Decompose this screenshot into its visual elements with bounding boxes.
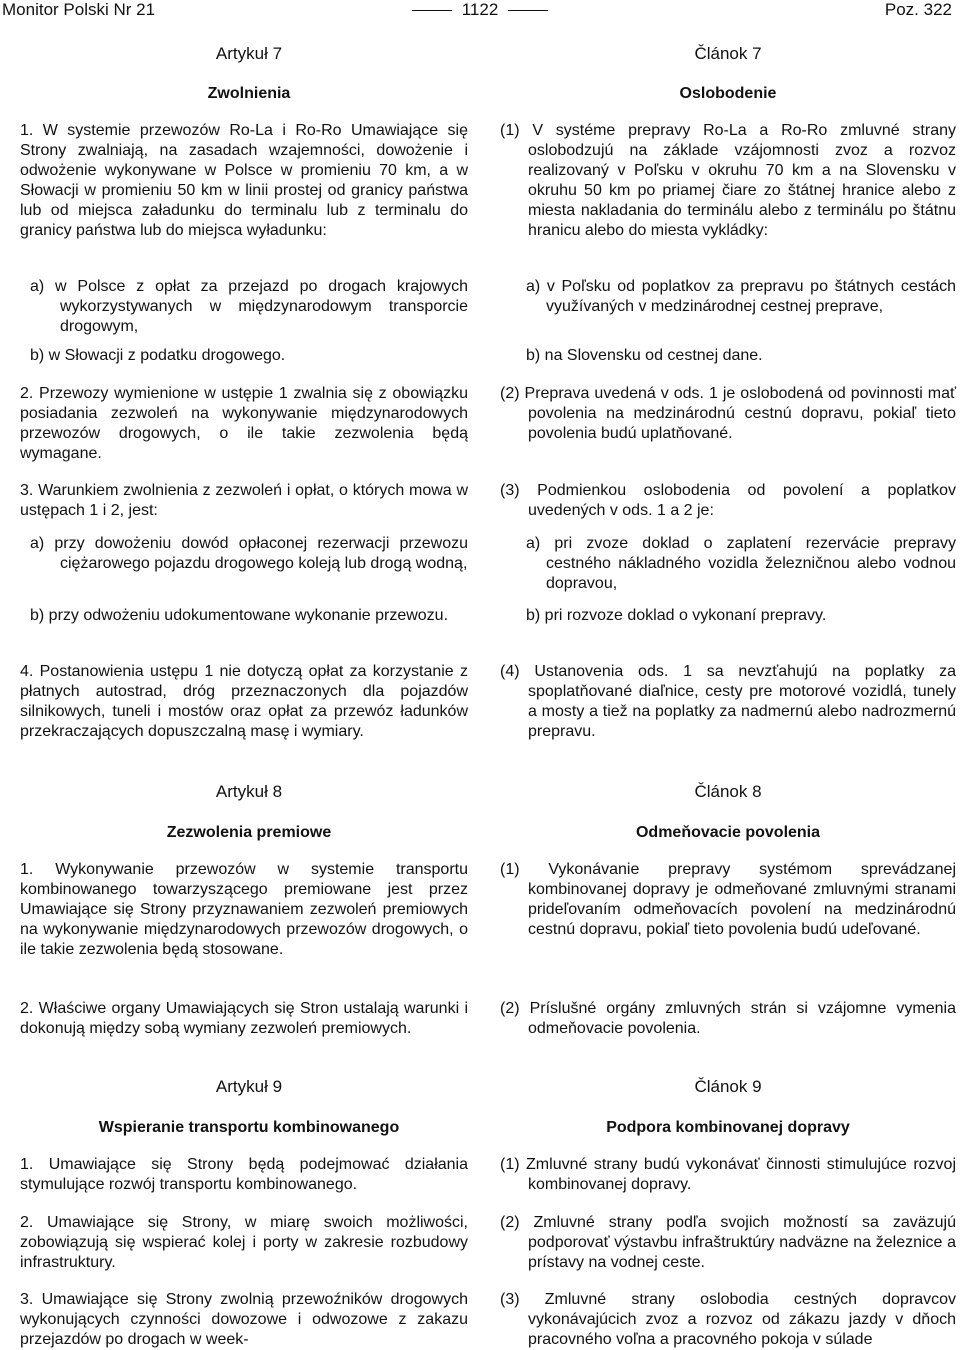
article-8-heading-pl: Zezwolenia premiowe <box>166 824 332 841</box>
article-8-title-pl: Artykuł 8 <box>215 782 283 801</box>
art8-par1-sk: (1) Vykonávanie prepravy systémom sprevádzanej kombinovanej dopravy je odmeňované zmluvnými stranami prideľovaním odmeňovacích povolení na medzinárodnú cestnú dopravu, pokiaľ tieto povolenia budú udeľované. <box>500 861 956 938</box>
art7-par3-pl: 3. Warunkiem zwolnienia z zezwoleń i opłat, o których mowa w ustępach 1 i 2, jest: <box>20 482 468 519</box>
art7-par1b-sk: b) na Slovensku od cestnej dane. <box>526 347 763 364</box>
article-9-heading-pl: Wspieranie transportu kombinowanego <box>98 1119 400 1136</box>
art7-par4-sk: (4) Ustanovenia ods. 1 sa nevzťahujú na poplatky za spoplatňované diaľnice, cesty pre motorové vozidlá, tunely a mosty a tiež na poplatky za nadmernú alebo nadrozmernú prepravu. <box>500 663 956 740</box>
article-9-heading-sk: Podpora kombinovanej dopravy <box>606 1119 850 1136</box>
art9-par2-sk: (2) Zmluvné strany podľa svojich možností sa zaväzujú podporovať výstavbu infraštruktúry nadväzne na železnice a prístavy na vodnej ceste. <box>500 1214 956 1271</box>
art7-par3-sk: (3) Podmienkou oslobodenia od povolení a poplatkov uvedených v ods. 1 a 2 je: <box>500 482 956 519</box>
art7-par2-sk: (2) Preprava uvedená v ods. 1 je oslobodená od povinnosti mať povolenia na medzinárodnú cestnú dopravu, pokiaľ tieto povolenia budú uplatňované. <box>500 385 956 442</box>
art7-par3b-sk: b) pri rozvoze doklad o vykonaní prepravy. <box>526 607 827 624</box>
art9-par2-pl: 2. Umawiające się Strony, w miarę swoich możliwości, zobowiązują się wspierać kolej i porty w zakresie rozbudowy infrastruktury. <box>20 1214 468 1271</box>
art7-par3a-pl: a) przy dowożeniu dowód opłaconej rezerwacji przewozu ciężarowego pojazdu drogowego koleją lub drogą wodną, <box>30 535 468 572</box>
art8-par1-pl: 1. Wykonywanie przewozów w systemie transportu kombinowanego towarzyszącego premiowane jest przez Umawiające się Strony przyznawaniem zezwoleń premiowych na wykonywanie międzynarodowych przewozów drogowych, o ile takie zezwolenia będą stosowane. <box>20 861 468 958</box>
page-number <box>0 0 960 20</box>
publication-title: Monitor Polski Nr 21 <box>2 0 156 19</box>
art7-par1a-sk: a) v Poľsku od poplatkov za prepravu po štátnych cestách využívaných v medzinárodnej cestnej preprave, <box>526 278 956 315</box>
article-7-title-pl: Artykuł 7 <box>215 44 283 63</box>
article-7-title-sk: Článok 7 <box>694 44 762 63</box>
art9-par3-sk: (3) Zmluvné strany oslobodia cestných dopravcov vykonávajúcich zvoz a rozvoz od zákazu jazdy v dňoch pracovného voľna a pracovného pokoja v súlade <box>500 1291 956 1348</box>
article-7-heading-pl: Zwolnienia <box>207 85 291 102</box>
art7-par4-pl: 4. Postanowienia ustępu 1 nie dotyczą opłat za korzystanie z płatnych autostrad, dróg przeznaczonych dla pojazdów silnikowych, tuneli i mostów oraz opłat za przewóz ładunków przekraczających dopuszczalną masę i wymiary. <box>20 663 468 740</box>
art7-par2-pl: 2. Przewozy wymienione w ustępie 1 zwalnia się z obowiązku posiadania zezwoleń na wykonywanie międzynarodowych przewozów drogowych, o ile takie zezwolenia będą wymagane. <box>20 385 468 462</box>
page-header <box>0 0 960 20</box>
art7-par1-pl: 1. W systemie przewozów Ro-La i Ro-Ro Umawiające się Strony zwalniają, na zasadach wzajemności, dowożenie i odwożenie wykonywane w Polsce w promieniu 70 km, a w Słowacji w promieniu 50 km w linii prostej od granicy państwa lub od miejsca załadunku do terminalu lub z terminalu do granicy państwa lub do miejsca wyładunku: <box>20 122 468 239</box>
art7-par3b-pl: b) przy odwożeniu udokumentowane wykonanie przewozu. <box>30 607 449 624</box>
position-number: Poz. 322 <box>884 0 952 19</box>
page-number-text: 1122 <box>461 0 499 19</box>
art8-par2-sk: (2) Príslušné orgány zmluvných strán si vzájomne vymenia odmeňovacie povolenia. <box>500 1000 956 1037</box>
article-8-title-sk: Článok 8 <box>694 782 762 801</box>
art7-par1-sk: (1) V systéme prepravy Ro-La a Ro-Ro zmluvné strany oslobodzujú na základe vzájomnosti zvoz a rozvoz realizovaný v Poľsku v okruhu 70 km a na Slovensku v okruhu 50 km po priamej čiare zo štátnej hranice alebo z miesta nakladania do terminálu alebo z terminálu po štátnu hranicu alebo do miesta vykládky: <box>500 122 956 239</box>
art7-par3a-sk: a) pri zvoze doklad o zaplatení rezervácie prepravy cestného nákladného vozidla železničnou alebo vodnou dopravou, <box>526 535 956 592</box>
art9-par1-pl: 1. Umawiające się Strony będą podejmować działania stymulujące rozwój transportu kombinowanego. <box>20 1156 468 1193</box>
article-9-title-sk: Článok 9 <box>694 1077 762 1096</box>
art8-par2-pl: 2. Właściwe organy Umawiających się Stron ustalają warunki i dokonują między sobą wymiany zezwoleń premiowych. <box>20 1000 468 1037</box>
article-8-heading-sk: Odmeňovacie povolenia <box>635 824 821 841</box>
art7-par1b-pl: b) w Słowacji z podatku drogowego. <box>30 347 286 364</box>
art9-par1-sk: (1) Zmluvné strany budú vykonávať činnosti stimulujúce rozvoj kombinovanej dopravy. <box>500 1156 956 1193</box>
article-7-heading-sk: Oslobodenie <box>679 85 777 102</box>
art7-par1a-pl: a) w Polsce z opłat za przejazd po drogach krajowych wykorzystywanych w międzynarodowym transporcie drogowym, <box>30 278 468 335</box>
article-9-title-pl: Artykuł 9 <box>215 1077 283 1096</box>
art9-par3-pl: 3. Umawiające się Strony zwolnią przewoźników drogowych wykonujących czynności dowozowe i odwozowe z zakazu przejazdów po drogach w week- <box>20 1291 468 1348</box>
